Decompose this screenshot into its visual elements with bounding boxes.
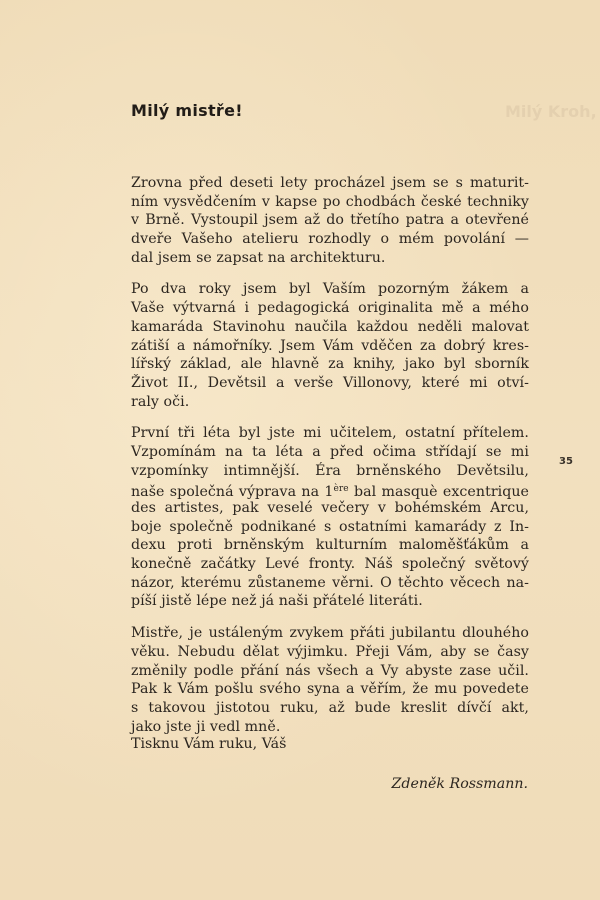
signature: Zdeněk Rossmann. — [391, 776, 528, 792]
text-line: Zrovna před deseti lety procházel jsem se s maturit- — [131, 175, 529, 191]
text-fragment: naše společná výprava na 1 — [131, 484, 334, 501]
text-line: věku. Nebudu dělat výjimku. Přeji Vám, aby se časy — [131, 643, 529, 660]
text-line: názor, kterému zůstaneme věrni. O těchto věcech na- — [131, 574, 529, 591]
text-line: Po dva roky jsem byl Vaším pozorným žákem a — [131, 281, 529, 298]
text-fragment: bal masquè excentrique — [348, 484, 529, 501]
text-line: Vzpomínám na ta léta a před očima střídají se mi — [131, 443, 529, 460]
text-line: dexu proti brněnským kulturním maloměšťákům a — [131, 537, 529, 554]
bleed-through-text: Milý Kroh, — [505, 102, 597, 121]
text-line: s takovou jistotou ruku, až bude kreslit dívčí akt, — [131, 699, 529, 716]
text-line: jako jste ji vedl mně. — [131, 718, 281, 735]
paragraph-1 — [131, 174, 529, 267]
text-line: píší jistě lépe než já naši přátelé literáti. — [131, 593, 423, 610]
superscript: ère — [333, 484, 349, 495]
letter-salutation: Milý mistře! — [131, 101, 243, 120]
text-line: raly oči. — [131, 393, 190, 410]
paragraph-2 — [131, 280, 529, 411]
text-line: kamaráda Stavinohu naučila každou neděli malovat — [131, 318, 529, 335]
text-line-with-superscript — [131, 480, 529, 499]
letter-body — [131, 174, 529, 749]
text-line: První tři léta byl jste mi učitelem, ostatní přítelem. — [131, 425, 529, 442]
text-line: boje společně podnikané s ostatními kamarády z In- — [131, 518, 529, 535]
text-line: ním vysvědčením v kapse po chodbách české techniky — [131, 193, 529, 210]
text-line: vzpomínky intimnější. Éra brněnského Devětsilu, — [131, 462, 529, 479]
paragraph-3 — [131, 424, 529, 611]
text-line: v Brně. Vystoupil jsem až do třetího patra a otevřené — [131, 212, 529, 229]
text-line: dal jsem se zapsat na architekturu. — [131, 249, 386, 266]
text-line: konečně začátky Levé fronty. Náš společný světový — [131, 556, 529, 573]
text-line: zátiší a námořníky. Jsem Vám vděčen za dobrý kres- — [131, 337, 529, 354]
text-line: lířský základ, ale hlavně za knihy, jako byl sborník — [131, 356, 529, 373]
text-line: dveře Vašeho atelieru rozhodly o mém povolání — — [131, 231, 529, 248]
text-line: změnily podle přání nás všech a Vy abyste zase učil. — [131, 662, 529, 679]
text-line: Mistře, je ustáleným zvykem přáti jubilantu dlouhého — [131, 625, 529, 642]
letter-closing: Tisknu Vám ruku, Váš — [131, 736, 287, 752]
page-number: 35 — [559, 456, 573, 467]
text-line: Pak k Vám pošlu svého syna a věřím, že mu povedete — [131, 681, 529, 698]
paragraph-4 — [131, 624, 529, 736]
text-line: des artistes, pak veselé večery v bohémském Arcu, — [131, 500, 529, 516]
text-line: Vaše výtvarná i pedagogická originalita mě a mého — [131, 300, 529, 317]
text-line: Život II., Devětsil a verše Villonovy, které mi otví- — [131, 374, 529, 391]
